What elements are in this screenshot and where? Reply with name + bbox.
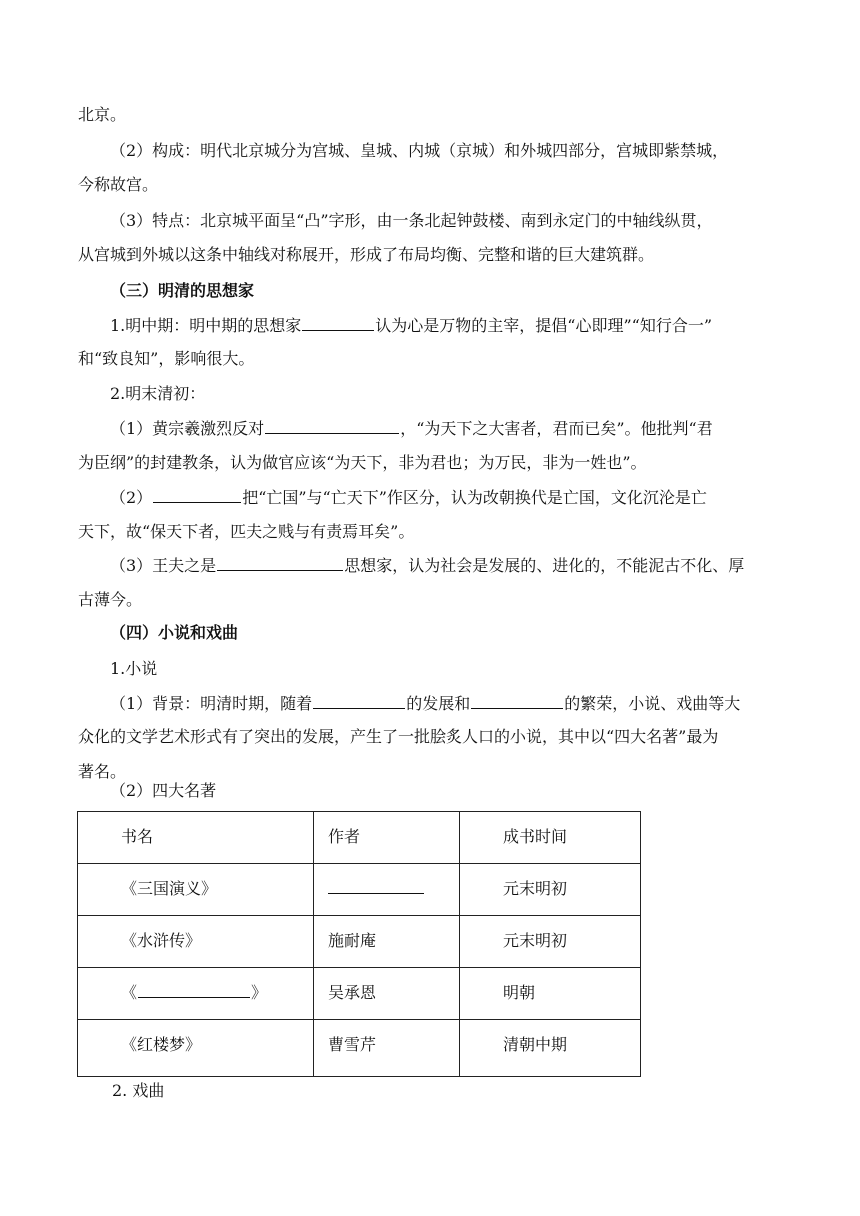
table-cell xyxy=(314,864,460,916)
table-cell xyxy=(78,864,314,916)
paragraph-beijing-end xyxy=(78,103,126,127)
fill-blank[interactable] xyxy=(217,553,343,571)
fill-blank[interactable] xyxy=(138,980,250,998)
table-row xyxy=(78,968,641,1020)
text: 和“致良知”，影响很大。 xyxy=(78,349,255,368)
table-row xyxy=(78,1020,641,1077)
paragraph-novels xyxy=(110,657,157,681)
paragraph-wang-fuzhi-cont xyxy=(78,588,142,612)
text: 天下，故“保天下者，匹夫之贱与有责焉耳矣”。 xyxy=(78,522,415,541)
section-heading-novels xyxy=(110,621,238,645)
fill-blank[interactable] xyxy=(471,691,563,709)
paragraph-features-cont xyxy=(78,243,654,267)
paragraph-late-ming xyxy=(110,382,205,406)
text: 认为心是万物的主宰，提倡“心即理”“知行合一” xyxy=(375,316,713,335)
header-title: 书名 xyxy=(121,827,154,846)
table-header-cell xyxy=(78,812,314,864)
table-row xyxy=(78,916,641,968)
heading-text: （四）小说和戏曲 xyxy=(110,623,239,642)
table-header-cell xyxy=(314,812,460,864)
table-cell xyxy=(314,968,460,1020)
table-cell xyxy=(78,968,314,1020)
text: （1）黄宗羲激烈反对 xyxy=(110,419,265,438)
book-time: 清朝中期 xyxy=(503,1035,568,1054)
fill-blank[interactable] xyxy=(313,691,405,709)
book-author: 吴承恩 xyxy=(328,983,377,1002)
paragraph-huang-zongxi xyxy=(110,416,713,441)
table-cell xyxy=(314,916,460,968)
table-cell xyxy=(78,1020,314,1077)
table-cell xyxy=(460,1020,641,1077)
text: 今称故宫。 xyxy=(78,175,159,194)
book-time: 明朝 xyxy=(503,983,536,1002)
paragraph-mid-ming xyxy=(110,313,712,338)
table-cell xyxy=(460,968,641,1020)
text: 的发展和 xyxy=(406,694,471,713)
text: 古薄今。 xyxy=(78,590,143,609)
fill-blank[interactable] xyxy=(153,485,241,503)
four-classics-table xyxy=(77,811,641,1077)
text: 北京。 xyxy=(78,105,127,124)
book-time: 元末明初 xyxy=(503,931,568,950)
book-author: 曹雪芹 xyxy=(328,1035,377,1054)
book-title: 《三国演义》 xyxy=(121,879,218,898)
paragraph-background xyxy=(110,691,740,716)
text: （3）王夫之是 xyxy=(110,556,217,575)
table-cell xyxy=(460,864,641,916)
paragraph-composition xyxy=(110,139,728,163)
paragraph-huang-zongxi-cont xyxy=(78,451,647,475)
text: 著名。 xyxy=(78,762,127,781)
table-row xyxy=(78,864,641,916)
paragraph-drama xyxy=(112,1079,164,1103)
text: 从宫城到外城以这条中轴线对称展开，形成了布局均衡、完整和谐的巨大建筑群。 xyxy=(78,245,655,264)
section-heading-thinkers xyxy=(110,279,254,303)
table-cell xyxy=(78,916,314,968)
book-title: 《水浒传》 xyxy=(121,931,202,950)
text: （2）四大名著 xyxy=(110,781,217,800)
text: （1）背景：明清时期，随着 xyxy=(110,694,313,713)
table-header-row xyxy=(78,812,641,864)
table-header-cell xyxy=(460,812,641,864)
text: 2.明末清初： xyxy=(110,384,206,403)
text: 1.小说 xyxy=(110,659,158,678)
text: （3）特点：北京城平面呈“凸”字形，由一条北起钟鼓楼、南到永定门的中轴线纵贯， xyxy=(110,211,713,230)
paragraph-wang-fuzhi xyxy=(110,553,744,578)
table-cell xyxy=(460,916,641,968)
text: （2） xyxy=(110,488,153,507)
text: 思想家，认为社会是发展的、进化的，不能泥古不化、厚 xyxy=(344,556,745,575)
text: 的繁荣，小说、戏曲等大 xyxy=(564,694,741,713)
text: 把“亡国”与“亡天下”作区分，认为改朝换代是亡国，文化沉沦是亡 xyxy=(242,488,707,507)
book-time: 元末明初 xyxy=(503,879,568,898)
paragraph-gu-yanwu-cont xyxy=(78,520,414,544)
paragraph-composition-cont xyxy=(78,173,158,197)
text: （2）构成：明代北京城分为宫城、皇城、内城（京城）和外城四部分，宫城即紫禁城， xyxy=(110,141,729,160)
paragraph-mid-ming-cont xyxy=(78,347,254,371)
heading-text: （三）明清的思想家 xyxy=(110,281,255,300)
text: 众化的文学艺术形式有了突出的发展，产生了一批脍炙人口的小说，其中以“四大名著”最为 xyxy=(78,727,719,746)
text: 2. 戏曲 xyxy=(112,1081,165,1100)
paragraph-four-classics xyxy=(110,779,216,803)
fill-blank[interactable] xyxy=(302,313,374,331)
table-cell xyxy=(314,1020,460,1077)
text: ，“为天下之大害者，君而已矣”。他批判“君 xyxy=(400,419,713,438)
fill-blank[interactable] xyxy=(328,876,424,894)
book-author: 施耐庵 xyxy=(328,931,377,950)
header-time: 成书时间 xyxy=(503,827,568,846)
paragraph-features xyxy=(110,209,713,233)
book-title-open: 《 xyxy=(121,983,138,1002)
text: 为臣纲”的封建教条，认为做官应该“为天下，非为君也；为万民，非为一姓也”。 xyxy=(78,453,647,472)
book-title-close: 》 xyxy=(251,983,268,1002)
paragraph-background-cont xyxy=(78,725,718,749)
text: 1.明中期：明中期的思想家 xyxy=(110,316,302,335)
header-author: 作者 xyxy=(328,827,361,846)
book-title: 《红楼梦》 xyxy=(121,1035,202,1054)
paragraph-gu-yanwu xyxy=(110,485,707,510)
fill-blank[interactable] xyxy=(265,416,399,434)
